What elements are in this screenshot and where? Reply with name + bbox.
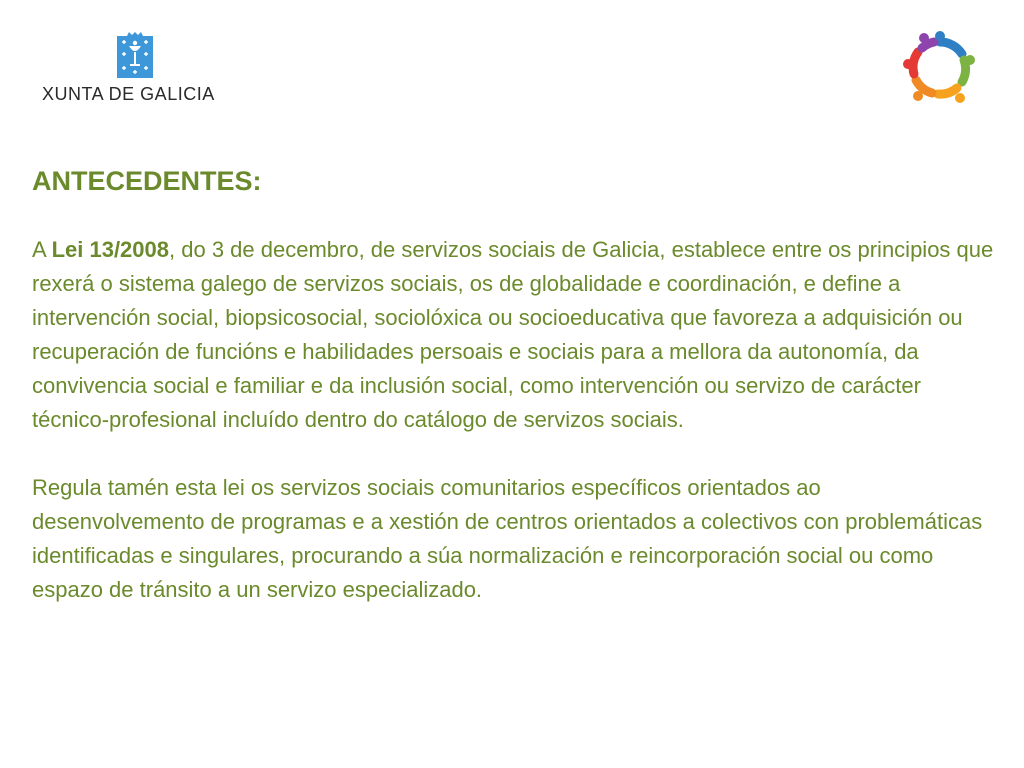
galicia-emblem-icon xyxy=(117,32,153,78)
paragraph-law-body: , do 3 de decembro, de servizos sociais de Galicia, establece entre os principios que rexerá o sistema galego de servizos sociais, os de globalidade e coordinación, e define a intervención social, biopsicosocial, sociolóxica ou socioeducativa que favoreza a adquisición ou recuperación de funcións e habilidades persoais e sociais para a mellora da autonomía, da convivencia social e familiar e da inclusión social, como intervención ou servizo de carácter técnico-profesional incluído dentro do catálogo de servizos sociais. xyxy=(32,237,994,432)
law-reference: Lei 13/2008 xyxy=(51,237,170,262)
xunta-logo xyxy=(40,30,240,110)
slide-content xyxy=(32,166,994,607)
paragraph-law xyxy=(32,233,994,437)
paragraph-law-prefix: A xyxy=(32,237,52,262)
slide-heading: ANTECEDENTES: xyxy=(32,166,262,196)
paragraph-regulation: Regula tamén esta lei os servizos sociais comunitarios específicos orientados ao desenvolvemento de programas e a xestión de centros orientados a colectivos con problemáticas identificadas e singulares, procurando a súa normalización e reincorporación social ou como espazo de tránsito a un servizo especializado. xyxy=(32,475,983,602)
people-ring-icon xyxy=(902,30,978,106)
xunta-brand-text: XUNTA DE GALICIA xyxy=(42,84,215,104)
